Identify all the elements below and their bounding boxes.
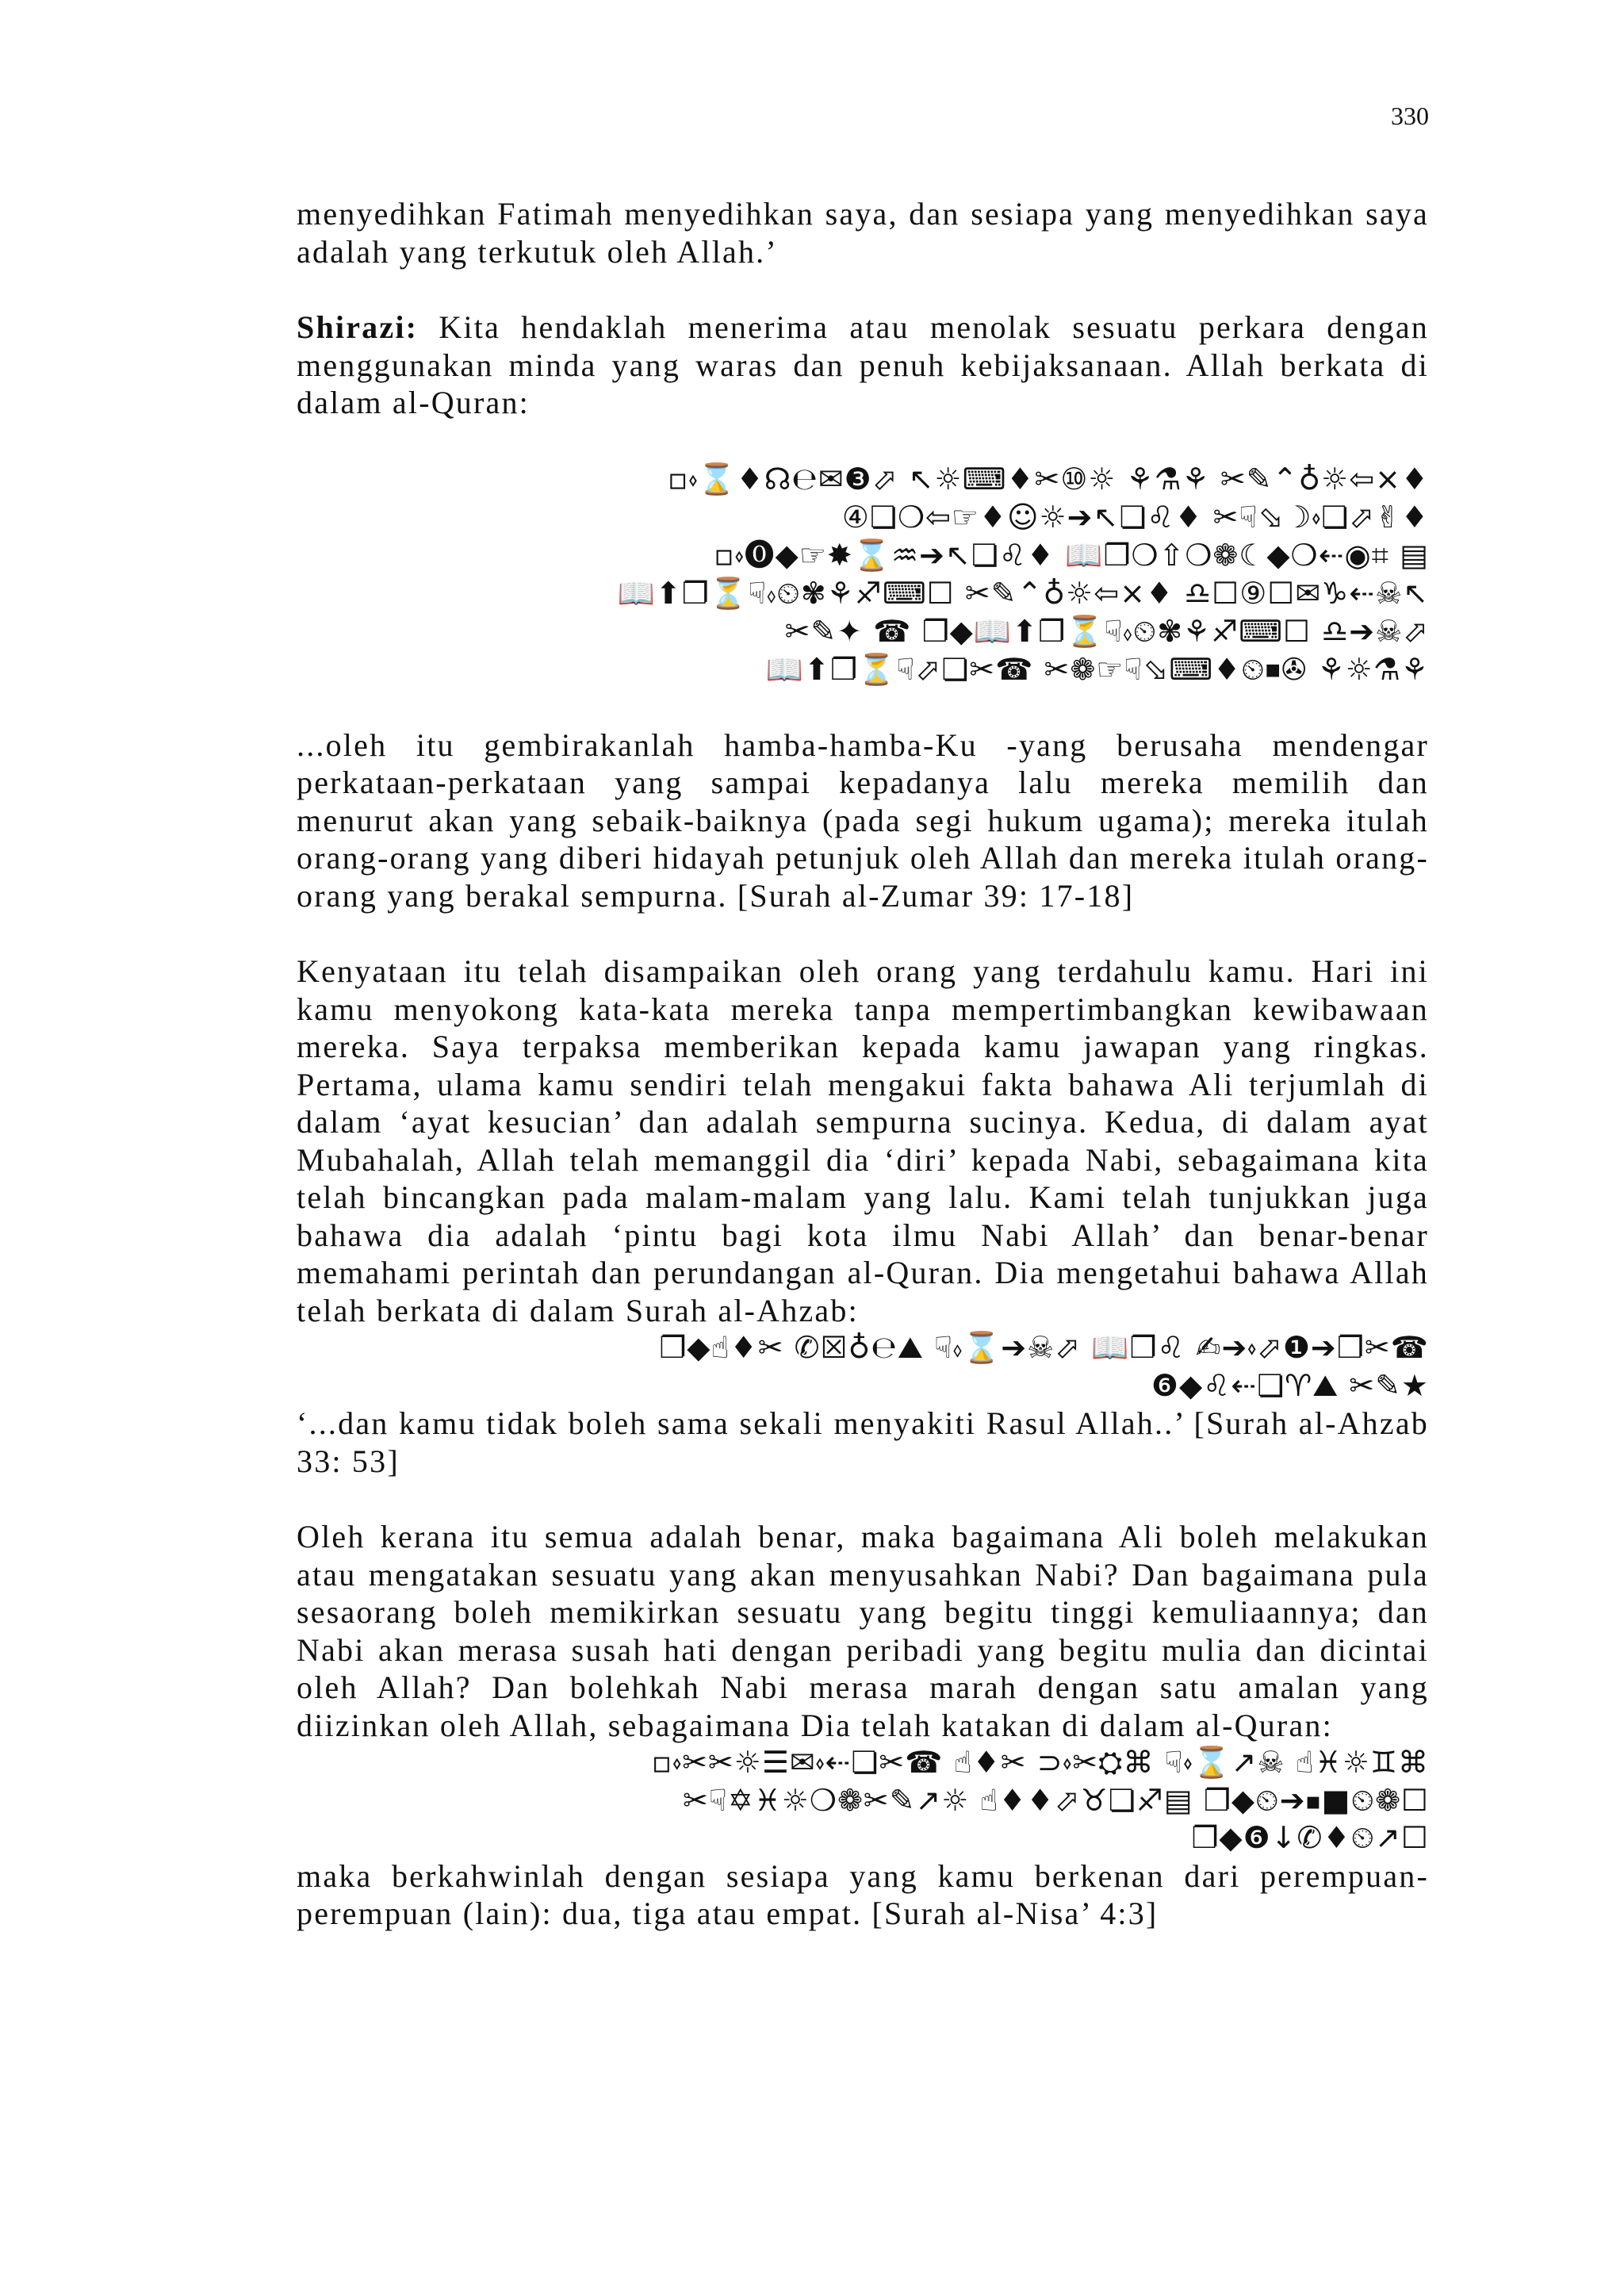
verse-line: ▤ ⌗◉⇠❍◆☾❁❍⇧❍❐📖 ♦♌❏↖➔♒⌛✸☞◆⓿⬫▫: [714, 537, 1429, 573]
verse-line: ☎✂❐➔❶⬀⬫➔✍ ♌❐📖 ⬀☠➔⌛⬫☟ ⛰℮♁☒✆ ✂♦☝◆❐: [659, 1330, 1429, 1365]
verse-line: ⚘⚗☼⚘ ✇⏹⏲♦⌨⬂☟☞❁✂ ☎✂❏⬀☟⏳❐⬆📖: [765, 651, 1429, 687]
verse-line: ⬀☠➔♎ ☐⌨♐⚘✾⏲⬫☟⏳❐⬆📖◆❐ ☎ ✦✎✂: [784, 613, 1429, 649]
verse-line: ☐❁⏲■⏹➔⏲◆❐ ▤♐❏♉⬀♦♦☝ ☼↗✎✂❁❍☼♓✡☟✂: [682, 1782, 1429, 1818]
verse-line: ★✎✂ ⛰♈❏⇠♌◆❻: [1151, 1367, 1429, 1403]
paragraph-2-text: Kita hendaklah menerima atau menolak sesuatu perkara dengan menggunakan minda yang waras dan penuh kebijaksanaan. Allah berkata di dalam al-Quran:: [297, 309, 1429, 420]
verse-line: ⌘♊☼♓☝ ☠↗⌛⬫☟ ⌘⛭✂⬫⊂ ✂♦☝ ☎✂❏⇠⬫✉☰☼✂✂⬫▫: [651, 1745, 1429, 1780]
quran-verse-3: [297, 1744, 1429, 1857]
page-number: 330: [1391, 102, 1429, 130]
quran-verse-2: [297, 1329, 1429, 1405]
paragraph-4: Kenyataan itu telah disampaikan oleh orang yang terdahulu kamu. Hari ini kamu menyokong kata-kata mereka tanpa mempertimbangkan kewibawaan mereka. Saya terpaksa memberikan kepada kamu jawapan yang ringkas. Pertama, ulama kamu sendiri telah mengakui fakta bahawa Ali terjumlah di dalam ‘ayat kesucian’ dan adalah sempurna sucinya. Kedua, di dalam ayat Mubahalah, Allah telah memanggil dia ‘diri’ kepada Nabi, sebagaimana kita telah bincangkan pada malam-malam yang lalu. Kami telah tunjukkan juga bahawa dia adalah ‘pintu bagi kota ilmu Nabi Allah’ dan benar-benar memahami perintah dan perundangan al-Quran. Dia mengetahui bahawa Allah telah berkata di dalam Surah al-Ahzab:: [297, 953, 1429, 1328]
verse-line: ☐↗⏲♦✆↓❻◆❐: [1191, 1820, 1429, 1855]
paragraph-3: ...oleh itu gembirakanlah hamba-hamba-Ku -yang berusaha mendengar perkataan-perkataan yang sampai kepadanya lalu mereka memilih dan menurut akan yang sebaik-baiknya (pada segi hukum ugama); mereka itulah orang-orang yang diberi hidayah petunjuk oleh Allah dan mereka itulah orang-orang yang berakal sempurna. [Surah al-Zumar 39: 17-18]: [297, 726, 1429, 914]
verse-line: ♦✌⬀❏⬫☽⬂☟✂ ♦♌❏↖➔☼☺♦☞⇦❍❏④: [841, 499, 1429, 535]
paragraph-2: [297, 309, 1429, 422]
paragraph-7: maka berkahwinlah dengan sesiapa yang kamu berkenan dari perempuan-perempuan (lain): dua, tiga atau empat. [Surah al-Nisa’ 4:3]: [297, 1857, 1429, 1931]
verse-line: ♦×⇦☼♁⌃✎✂ ⚘⚗⚘ ☼⑩✂♦⌨☼↖ ⬀❸✉℮☊♦⌛⬫▫: [667, 461, 1429, 496]
page-body: [297, 195, 1429, 1971]
paragraph-1: menyedihkan Fatimah menyedihkan saya, dan sesiapa yang menyedihkan saya adalah yang terkutuk oleh Allah.’: [297, 196, 1429, 270]
quran-verse-1: [297, 460, 1429, 688]
paragraph-6: Oleh kerana itu semua adalah benar, maka bagaimana Ali boleh melakukan atau mengatakan sesuatu yang akan menyusahkan Nabi? Dan bagaimana pula sesaorang boleh memikirkan sesuatu yang begitu tinggi kemuliaannya; dan Nabi akan merasa susah hati dengan peribadi yang begitu mulia dan dicintai oleh Allah? Dan bolehkah Nabi merasa marah dengan satu amalan yang diizinkan oleh Allah, sebagaimana Dia telah katakan di dalam al-Quran:: [297, 1519, 1429, 1743]
verse-line: ↖☠⇠♑✉☐⑨☐♎ ♦×⇦☼♁⌃✎✂ ☐⌨♐⚘✾⏲⬫☟⏳❐⬆📖: [617, 575, 1429, 611]
paragraph-5: ‘...dan kamu tidak boleh sama sekali menyakiti Rasul Allah..’ [Surah al-Ahzab 33: 53]: [297, 1405, 1429, 1479]
speaker-label: Shirazi:: [297, 309, 419, 345]
